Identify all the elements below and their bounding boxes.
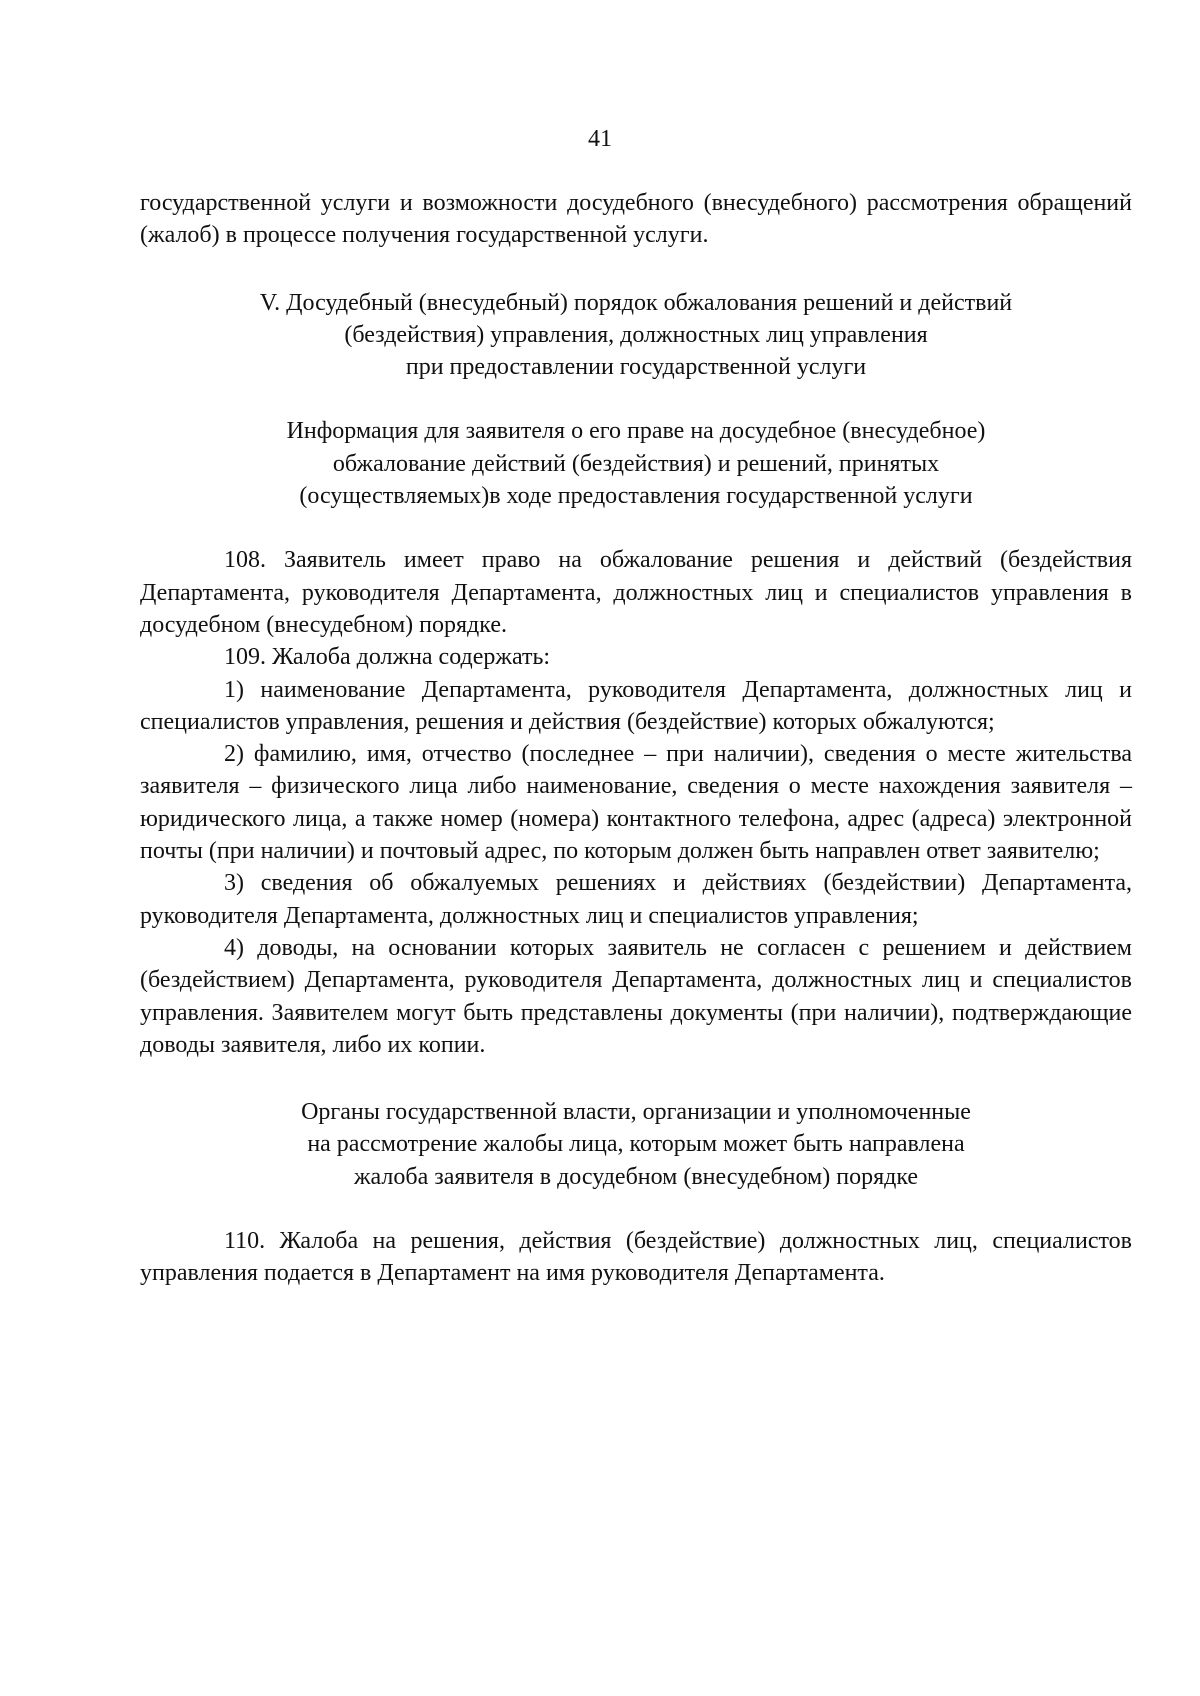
paragraph-110: 110. Жалоба на решения, действия (бездействие) должностных лиц, специалистов управления подается в Департамент на имя руководителя Департамента.: [140, 1228, 1132, 1287]
subheading-line: Органы государственной власти, организации и уполномоченные: [301, 1099, 971, 1126]
list-item-1: 1) наименование Департамента, руководителя Департамента, должностных лиц и специалистов управления, решения и действия (бездействие) которых обжалуются;: [140, 676, 1132, 735]
page-number: 41: [588, 126, 612, 152]
document-body: [140, 187, 1132, 1290]
subheading-line: на рассмотрение жалобы лица, которым может быть направлена: [307, 1131, 965, 1158]
section-heading: [140, 287, 1132, 384]
subheading-appeal-rights: [140, 415, 1132, 512]
subheading-appeal-bodies: [140, 1096, 1132, 1193]
subheading-line: обжалование действий (бездействия) и решений, принятых: [332, 450, 940, 477]
subheading-line: Информация для заявителя о его праве на досудебное (внесудебное): [286, 418, 986, 445]
list-item-2: 2) фамилию, имя, отчество (последнее – при наличии), сведения о месте жительства заявителя – физического лица либо наименование, сведения о месте нахождения заявителя – юридического лица, а также номер (номера) контактного телефона, адрес (адреса) электронной почты (при наличии) и почтовый адрес, по которым должен быть направлен ответ заявителю;: [140, 741, 1132, 865]
paragraph-108: 108. Заявитель имеет право на обжалование решения и действий (бездействия Департамента, руководителя Департамента, должностных лиц и специалистов управления в досудебном (внесудебном) порядке.: [140, 547, 1132, 638]
section-heading-line: (бездействия) управления, должностных лиц управления: [344, 321, 928, 348]
list-item-4: 4) доводы, на основании которых заявитель не согласен с решением и действием (бездействием) Департамента, руководителя Департамента, должностных лиц и специалистов управления. Заявителем могут быть представлены документы (при наличии), подтверждающие доводы заявителя, либо их копии.: [140, 934, 1132, 1058]
section-heading-line: V. Досудебный (внесудебный) порядок обжалования решений и действий: [259, 289, 1013, 316]
list-item-3: 3) сведения об обжалуемых решениях и действиях (бездействии) Департамента, руководителя Департамента, должностных лиц и специалистов управления;: [140, 870, 1132, 929]
subheading-line: жалоба заявителя в досудебном (внесудебном) порядке: [353, 1163, 919, 1190]
section-heading-line: при предоставлении государственной услуги: [405, 354, 867, 381]
paragraph-109: 109. Жалоба должна содержать:: [224, 644, 551, 671]
subheading-line: (осуществляемых)в ходе предоставления государственной услуги: [299, 483, 973, 510]
intro-paragraph: государственной услуги и возможности досудебного (внесудебного) рассмотрения обращений (жалоб) в процессе получения государственной услуги.: [140, 190, 1132, 249]
